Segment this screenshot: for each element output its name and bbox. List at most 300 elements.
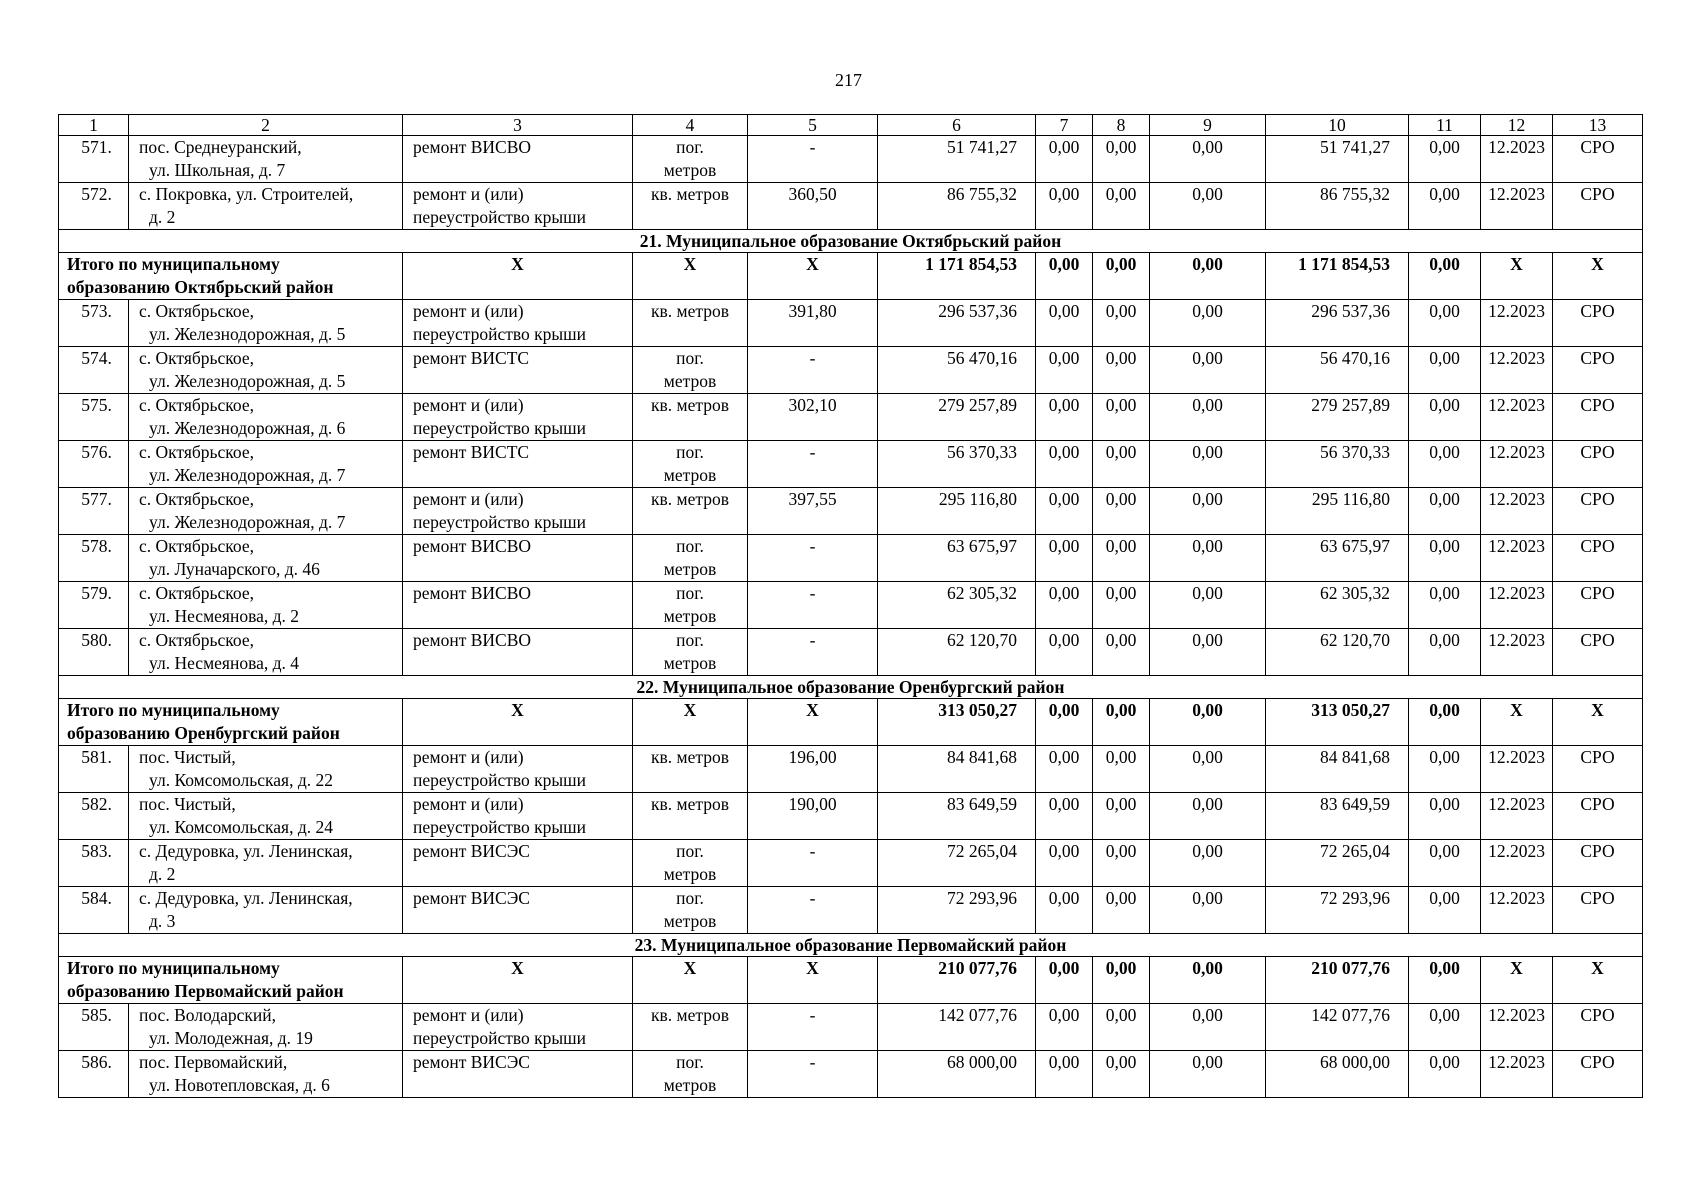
address-cell bbox=[129, 441, 403, 488]
total-cost-cell: 210 077,76 bbox=[878, 957, 1036, 1004]
address-cell bbox=[129, 300, 403, 347]
value-cell-10: 210 077,76 bbox=[1266, 957, 1409, 1004]
unit-line: метров bbox=[663, 653, 717, 673]
work-cell: Х bbox=[403, 699, 633, 746]
value-cell-8: 0,00 bbox=[1093, 347, 1150, 394]
address-cell bbox=[129, 1051, 403, 1098]
value-cell-10: 56 470,16 bbox=[1266, 347, 1409, 394]
unit-cell bbox=[633, 488, 748, 535]
value-cell-9: 0,00 bbox=[1150, 957, 1266, 1004]
work-line: ремонт и (или) bbox=[413, 747, 524, 767]
value-cell-7: 0,00 bbox=[1036, 441, 1093, 488]
address-cell bbox=[129, 582, 403, 629]
row-number-cell: 585. bbox=[59, 1004, 129, 1051]
deadline-cell: 12.2023 bbox=[1481, 183, 1553, 230]
total-cost-cell: 83 649,59 bbox=[878, 793, 1036, 840]
value-cell-8: 0,00 bbox=[1093, 699, 1150, 746]
table-row bbox=[59, 136, 1643, 183]
unit-line: кв. метров bbox=[651, 747, 729, 767]
deadline-cell: 12.2023 bbox=[1481, 746, 1553, 793]
deadline-cell: 12.2023 bbox=[1481, 441, 1553, 488]
address-cell bbox=[129, 488, 403, 535]
work-cell bbox=[403, 300, 633, 347]
total-cost-cell: 72 265,04 bbox=[878, 840, 1036, 887]
value-cell-7: 0,00 bbox=[1036, 394, 1093, 441]
quantity-cell: - bbox=[748, 840, 878, 887]
value-cell-9: 0,00 bbox=[1150, 793, 1266, 840]
table-row bbox=[59, 746, 1643, 793]
quantity-cell: 190,00 bbox=[748, 793, 878, 840]
unit-line: метров bbox=[663, 606, 717, 626]
value-cell-11: 0,00 bbox=[1409, 629, 1481, 676]
quantity-cell: 196,00 bbox=[748, 746, 878, 793]
address-line: ул. Новотепловская, д. 6 bbox=[149, 1075, 330, 1095]
total-label-line: образованию Первомайский район bbox=[67, 981, 344, 1001]
address-line: ул. Железнодорожная, д. 6 bbox=[149, 418, 346, 438]
work-cell bbox=[403, 793, 633, 840]
address-line: с. Октябрьское, bbox=[139, 489, 255, 509]
value-cell-9: 0,00 bbox=[1150, 136, 1266, 183]
address-line: ул. Школьная, д. 7 bbox=[149, 160, 286, 180]
address-line: с. Октябрьское, bbox=[139, 583, 255, 603]
method-cell: СРО bbox=[1553, 629, 1643, 676]
total-cost-cell: 51 741,27 bbox=[878, 136, 1036, 183]
value-cell-11: 0,00 bbox=[1409, 183, 1481, 230]
value-cell-10: 313 050,27 bbox=[1266, 699, 1409, 746]
unit-line: пог. bbox=[676, 442, 704, 462]
method-cell: СРО bbox=[1553, 488, 1643, 535]
deadline-cell: Х bbox=[1481, 699, 1553, 746]
unit-line: пог. bbox=[676, 841, 704, 861]
unit-cell bbox=[633, 840, 748, 887]
total-row bbox=[59, 957, 1643, 1004]
unit-line: кв. метров bbox=[651, 794, 729, 814]
row-number-cell: 580. bbox=[59, 629, 129, 676]
address-cell bbox=[129, 183, 403, 230]
method-cell: СРО bbox=[1553, 1051, 1643, 1098]
value-cell-10: 83 649,59 bbox=[1266, 793, 1409, 840]
quantity-cell: Х bbox=[748, 699, 878, 746]
column-number-4: 4 bbox=[633, 115, 748, 136]
value-cell-9: 0,00 bbox=[1150, 840, 1266, 887]
value-cell-8: 0,00 bbox=[1093, 535, 1150, 582]
value-cell-7: 0,00 bbox=[1036, 746, 1093, 793]
total-cost-cell: 295 116,80 bbox=[878, 488, 1036, 535]
method-cell: Х bbox=[1553, 957, 1643, 1004]
value-cell-10: 279 257,89 bbox=[1266, 394, 1409, 441]
work-line: переустройство крыши bbox=[413, 817, 586, 837]
total-row bbox=[59, 699, 1643, 746]
value-cell-9: 0,00 bbox=[1150, 887, 1266, 934]
work-line: ремонт ВИСВО bbox=[413, 536, 532, 556]
value-cell-7: 0,00 bbox=[1036, 136, 1093, 183]
row-number-cell: 579. bbox=[59, 582, 129, 629]
value-cell-9: 0,00 bbox=[1150, 253, 1266, 300]
value-cell-10: 142 077,76 bbox=[1266, 1004, 1409, 1051]
unit-cell bbox=[633, 136, 748, 183]
column-number-2: 2 bbox=[129, 115, 403, 136]
unit-cell: Х bbox=[633, 699, 748, 746]
value-cell-9: 0,00 bbox=[1150, 441, 1266, 488]
total-cost-cell: 72 293,96 bbox=[878, 887, 1036, 934]
quantity-cell: 397,55 bbox=[748, 488, 878, 535]
table-row bbox=[59, 629, 1643, 676]
quantity-cell: - bbox=[748, 347, 878, 394]
work-line: переустройство крыши bbox=[413, 324, 586, 344]
address-line: пос. Среднеуранский, bbox=[139, 137, 302, 157]
value-cell-10: 63 675,97 bbox=[1266, 535, 1409, 582]
table-row bbox=[59, 887, 1643, 934]
method-cell: СРО bbox=[1553, 347, 1643, 394]
work-cell bbox=[403, 840, 633, 887]
value-cell-8: 0,00 bbox=[1093, 394, 1150, 441]
value-cell-9: 0,00 bbox=[1150, 535, 1266, 582]
table-row bbox=[59, 300, 1643, 347]
method-cell: СРО bbox=[1553, 394, 1643, 441]
table-row bbox=[59, 441, 1643, 488]
value-cell-9: 0,00 bbox=[1150, 746, 1266, 793]
work-line: переустройство крыши bbox=[413, 512, 586, 532]
value-cell-10: 62 120,70 bbox=[1266, 629, 1409, 676]
address-line: ул. Луначарского, д. 46 bbox=[149, 559, 320, 579]
unit-cell bbox=[633, 300, 748, 347]
quantity-cell: - bbox=[748, 887, 878, 934]
value-cell-8: 0,00 bbox=[1093, 441, 1150, 488]
column-number-5: 5 bbox=[748, 115, 878, 136]
table-row bbox=[59, 535, 1643, 582]
address-cell bbox=[129, 394, 403, 441]
column-number-9: 9 bbox=[1150, 115, 1266, 136]
work-cell bbox=[403, 629, 633, 676]
value-cell-9: 0,00 bbox=[1150, 347, 1266, 394]
total-row bbox=[59, 253, 1643, 300]
value-cell-7: 0,00 bbox=[1036, 699, 1093, 746]
value-cell-8: 0,00 bbox=[1093, 1004, 1150, 1051]
method-cell: Х bbox=[1553, 253, 1643, 300]
quantity-cell: 302,10 bbox=[748, 394, 878, 441]
value-cell-10: 51 741,27 bbox=[1266, 136, 1409, 183]
row-number-cell: 571. bbox=[59, 136, 129, 183]
value-cell-9: 0,00 bbox=[1150, 394, 1266, 441]
work-line: ремонт ВИСЭС bbox=[413, 888, 530, 908]
unit-line: метров bbox=[663, 465, 717, 485]
address-line: ул. Железнодорожная, д. 7 bbox=[149, 465, 346, 485]
value-cell-10: 84 841,68 bbox=[1266, 746, 1409, 793]
unit-line: метров bbox=[663, 160, 717, 180]
row-number-cell: 573. bbox=[59, 300, 129, 347]
column-number-12: 12 bbox=[1481, 115, 1553, 136]
row-number-cell: 574. bbox=[59, 347, 129, 394]
address-line: ул. Комсомольская, д. 24 bbox=[149, 817, 333, 837]
quantity-cell: 391,80 bbox=[748, 300, 878, 347]
method-cell: СРО bbox=[1553, 535, 1643, 582]
quantity-cell: - bbox=[748, 535, 878, 582]
work-line: переустройство крыши bbox=[413, 207, 586, 227]
value-cell-9: 0,00 bbox=[1150, 300, 1266, 347]
unit-line: метров bbox=[663, 864, 717, 884]
total-label-line: образованию Октябрьский район bbox=[67, 277, 334, 297]
method-cell: СРО bbox=[1553, 793, 1643, 840]
value-cell-9: 0,00 bbox=[1150, 1051, 1266, 1098]
unit-line: пог. bbox=[676, 630, 704, 650]
value-cell-11: 0,00 bbox=[1409, 1051, 1481, 1098]
total-cost-cell: 62 305,32 bbox=[878, 582, 1036, 629]
section-title: 22. Муниципальное образование Оренбургский район bbox=[59, 676, 1643, 699]
unit-line: пог. bbox=[676, 583, 704, 603]
value-cell-7: 0,00 bbox=[1036, 1004, 1093, 1051]
value-cell-7: 0,00 bbox=[1036, 793, 1093, 840]
address-line: пос. Первомайский, bbox=[139, 1052, 288, 1072]
column-number-1: 1 bbox=[59, 115, 129, 136]
value-cell-9: 0,00 bbox=[1150, 629, 1266, 676]
value-cell-8: 0,00 bbox=[1093, 746, 1150, 793]
value-cell-11: 0,00 bbox=[1409, 253, 1481, 300]
unit-line: кв. метров bbox=[651, 184, 729, 204]
value-cell-11: 0,00 bbox=[1409, 488, 1481, 535]
work-line: ремонт ВИСТС bbox=[413, 442, 530, 462]
table-row bbox=[59, 840, 1643, 887]
value-cell-7: 0,00 bbox=[1036, 253, 1093, 300]
method-cell: СРО bbox=[1553, 136, 1643, 183]
total-cost-cell: 56 470,16 bbox=[878, 347, 1036, 394]
column-number-8: 8 bbox=[1093, 115, 1150, 136]
value-cell-11: 0,00 bbox=[1409, 136, 1481, 183]
quantity-cell: - bbox=[748, 1004, 878, 1051]
deadline-cell: 12.2023 bbox=[1481, 394, 1553, 441]
work-cell bbox=[403, 1051, 633, 1098]
unit-line: пог. bbox=[676, 1052, 704, 1072]
work-line: ремонт ВИСВО bbox=[413, 630, 532, 650]
address-line: с. Октябрьское, bbox=[139, 630, 255, 650]
address-cell bbox=[129, 746, 403, 793]
quantity-cell: - bbox=[748, 582, 878, 629]
unit-line: метров bbox=[663, 1075, 717, 1095]
work-cell bbox=[403, 582, 633, 629]
value-cell-7: 0,00 bbox=[1036, 535, 1093, 582]
work-cell bbox=[403, 887, 633, 934]
address-line: ул. Железнодорожная, д. 5 bbox=[149, 371, 346, 391]
value-cell-10: 295 116,80 bbox=[1266, 488, 1409, 535]
work-line: ремонт ВИСТС bbox=[413, 348, 530, 368]
row-number-cell: 576. bbox=[59, 441, 129, 488]
section-row bbox=[59, 230, 1643, 253]
value-cell-9: 0,00 bbox=[1150, 1004, 1266, 1051]
value-cell-10: 72 293,96 bbox=[1266, 887, 1409, 934]
address-cell bbox=[129, 535, 403, 582]
total-cost-cell: 62 120,70 bbox=[878, 629, 1036, 676]
value-cell-11: 0,00 bbox=[1409, 746, 1481, 793]
capital-repair-table bbox=[58, 114, 1643, 1098]
unit-cell bbox=[633, 582, 748, 629]
total-label-line: Итого по муниципальному bbox=[67, 254, 280, 274]
total-cost-cell: 142 077,76 bbox=[878, 1004, 1036, 1051]
address-cell bbox=[129, 793, 403, 840]
value-cell-8: 0,00 bbox=[1093, 488, 1150, 535]
value-cell-8: 0,00 bbox=[1093, 629, 1150, 676]
column-number-header-row bbox=[59, 115, 1643, 136]
row-number-cell: 575. bbox=[59, 394, 129, 441]
quantity-cell: Х bbox=[748, 957, 878, 1004]
section-row bbox=[59, 934, 1643, 957]
row-number-cell: 581. bbox=[59, 746, 129, 793]
work-line: ремонт и (или) bbox=[413, 395, 524, 415]
column-number-10: 10 bbox=[1266, 115, 1409, 136]
method-cell: СРО bbox=[1553, 840, 1643, 887]
address-line: пос. Чистый, bbox=[139, 747, 236, 767]
total-cost-cell: 56 370,33 bbox=[878, 441, 1036, 488]
work-line: переустройство крыши bbox=[413, 1028, 586, 1048]
row-number-cell: 577. bbox=[59, 488, 129, 535]
total-label-line: образованию Оренбургский район bbox=[67, 723, 340, 743]
address-line: ул. Железнодорожная, д. 7 bbox=[149, 512, 346, 532]
row-number-cell: 582. bbox=[59, 793, 129, 840]
deadline-cell: 12.2023 bbox=[1481, 1004, 1553, 1051]
value-cell-10: 72 265,04 bbox=[1266, 840, 1409, 887]
method-cell: СРО bbox=[1553, 582, 1643, 629]
value-cell-11: 0,00 bbox=[1409, 699, 1481, 746]
column-number-7: 7 bbox=[1036, 115, 1093, 136]
total-label-line: Итого по муниципальному bbox=[67, 958, 280, 978]
work-line: ремонт ВИСВО bbox=[413, 137, 532, 157]
work-cell bbox=[403, 535, 633, 582]
section-row bbox=[59, 676, 1643, 699]
value-cell-11: 0,00 bbox=[1409, 1004, 1481, 1051]
deadline-cell: 12.2023 bbox=[1481, 535, 1553, 582]
work-line: ремонт ВИСЭС bbox=[413, 1052, 530, 1072]
deadline-cell: 12.2023 bbox=[1481, 1051, 1553, 1098]
unit-line: метров bbox=[663, 371, 717, 391]
address-line: с. Октябрьское, bbox=[139, 348, 255, 368]
table-row bbox=[59, 347, 1643, 394]
deadline-cell: 12.2023 bbox=[1481, 629, 1553, 676]
row-number-cell: 583. bbox=[59, 840, 129, 887]
work-cell bbox=[403, 746, 633, 793]
address-line: ул. Несмеянова, д. 4 bbox=[149, 653, 300, 673]
value-cell-7: 0,00 bbox=[1036, 300, 1093, 347]
work-cell: Х bbox=[403, 253, 633, 300]
row-number-cell: 572. bbox=[59, 183, 129, 230]
total-label-cell bbox=[59, 253, 403, 300]
quantity-cell: 360,50 bbox=[748, 183, 878, 230]
method-cell: СРО bbox=[1553, 746, 1643, 793]
total-cost-cell: 84 841,68 bbox=[878, 746, 1036, 793]
quantity-cell: - bbox=[748, 441, 878, 488]
address-line: ул. Комсомольская, д. 22 bbox=[149, 770, 333, 790]
table-row bbox=[59, 582, 1643, 629]
table-row bbox=[59, 793, 1643, 840]
address-cell bbox=[129, 1004, 403, 1051]
address-line: д. 2 bbox=[149, 207, 176, 227]
value-cell-11: 0,00 bbox=[1409, 441, 1481, 488]
quantity-cell: - bbox=[748, 1051, 878, 1098]
unit-line: пог. bbox=[676, 348, 704, 368]
work-line: ремонт и (или) bbox=[413, 184, 524, 204]
work-cell bbox=[403, 488, 633, 535]
unit-cell bbox=[633, 1051, 748, 1098]
address-cell bbox=[129, 887, 403, 934]
value-cell-8: 0,00 bbox=[1093, 957, 1150, 1004]
value-cell-8: 0,00 bbox=[1093, 136, 1150, 183]
unit-line: пог. bbox=[676, 536, 704, 556]
unit-line: метров bbox=[663, 911, 717, 931]
deadline-cell: Х bbox=[1481, 253, 1553, 300]
value-cell-10: 1 171 854,53 bbox=[1266, 253, 1409, 300]
address-line: с. Октябрьское, bbox=[139, 395, 255, 415]
value-cell-9: 0,00 bbox=[1150, 183, 1266, 230]
value-cell-11: 0,00 bbox=[1409, 582, 1481, 629]
page-number: 217 bbox=[835, 70, 862, 90]
column-number-6: 6 bbox=[878, 115, 1036, 136]
value-cell-7: 0,00 bbox=[1036, 488, 1093, 535]
total-cost-cell: 296 537,36 bbox=[878, 300, 1036, 347]
unit-line: кв. метров bbox=[651, 395, 729, 415]
unit-cell bbox=[633, 887, 748, 934]
unit-cell bbox=[633, 441, 748, 488]
method-cell: СРО bbox=[1553, 887, 1643, 934]
total-cost-cell: 63 675,97 bbox=[878, 535, 1036, 582]
value-cell-8: 0,00 bbox=[1093, 253, 1150, 300]
column-number-13: 13 bbox=[1553, 115, 1643, 136]
value-cell-7: 0,00 bbox=[1036, 183, 1093, 230]
work-cell bbox=[403, 136, 633, 183]
deadline-cell: 12.2023 bbox=[1481, 840, 1553, 887]
deadline-cell: Х bbox=[1481, 957, 1553, 1004]
value-cell-7: 0,00 bbox=[1036, 629, 1093, 676]
address-line: ул. Молодежная, д. 19 bbox=[149, 1028, 313, 1048]
value-cell-11: 0,00 bbox=[1409, 535, 1481, 582]
value-cell-11: 0,00 bbox=[1409, 300, 1481, 347]
address-line: ул. Железнодорожная, д. 5 bbox=[149, 324, 346, 344]
table-row bbox=[59, 394, 1643, 441]
work-line: ремонт и (или) bbox=[413, 489, 524, 509]
address-cell bbox=[129, 136, 403, 183]
address-cell bbox=[129, 347, 403, 394]
address-cell bbox=[129, 840, 403, 887]
row-number-cell: 578. bbox=[59, 535, 129, 582]
work-cell bbox=[403, 394, 633, 441]
value-cell-10: 62 305,32 bbox=[1266, 582, 1409, 629]
value-cell-8: 0,00 bbox=[1093, 887, 1150, 934]
work-cell bbox=[403, 183, 633, 230]
value-cell-8: 0,00 bbox=[1093, 300, 1150, 347]
section-title: 21. Муниципальное образование Октябрьский район bbox=[59, 230, 1643, 253]
address-line: пос. Володарский, bbox=[139, 1005, 277, 1025]
table-row bbox=[59, 1004, 1643, 1051]
value-cell-7: 0,00 bbox=[1036, 957, 1093, 1004]
address-line: д. 2 bbox=[149, 864, 176, 884]
address-line: д. 3 bbox=[149, 911, 176, 931]
value-cell-10: 68 000,00 bbox=[1266, 1051, 1409, 1098]
work-cell: Х bbox=[403, 957, 633, 1004]
deadline-cell: 12.2023 bbox=[1481, 793, 1553, 840]
table-row bbox=[59, 1051, 1643, 1098]
quantity-cell: - bbox=[748, 136, 878, 183]
unit-cell bbox=[633, 793, 748, 840]
unit-cell bbox=[633, 746, 748, 793]
row-number-cell: 584. bbox=[59, 887, 129, 934]
address-line: с. Покровка, ул. Строителей, bbox=[139, 184, 354, 204]
work-line: переустройство крыши bbox=[413, 770, 586, 790]
unit-cell bbox=[633, 394, 748, 441]
work-line: ремонт ВИСЭС bbox=[413, 841, 530, 861]
value-cell-8: 0,00 bbox=[1093, 183, 1150, 230]
table-row bbox=[59, 488, 1643, 535]
work-line: ремонт и (или) bbox=[413, 794, 524, 814]
value-cell-11: 0,00 bbox=[1409, 957, 1481, 1004]
total-label-cell bbox=[59, 957, 403, 1004]
deadline-cell: 12.2023 bbox=[1481, 136, 1553, 183]
value-cell-11: 0,00 bbox=[1409, 347, 1481, 394]
